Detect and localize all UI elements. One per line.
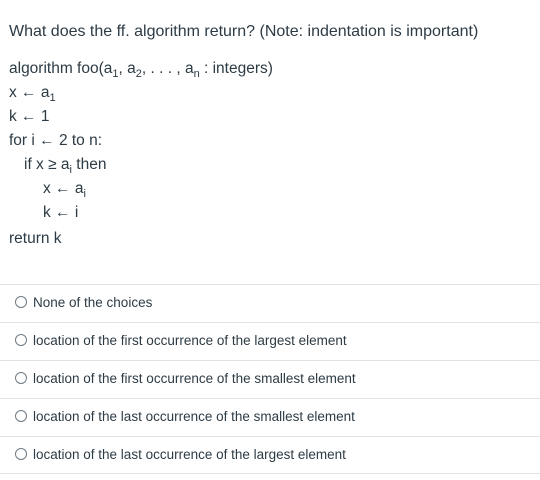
radio-button[interactable]	[15, 372, 27, 384]
subscript-1: 1	[112, 68, 119, 81]
answer-label: location of the last occurrence of the largest element	[33, 447, 346, 462]
subscript-2: 2	[135, 68, 142, 81]
answer-option-first-largest[interactable]	[0, 322, 540, 360]
code-line-if	[24, 155, 106, 175]
radio-button[interactable]	[15, 296, 27, 308]
answer-label: location of the last occurrence of the smallest element	[33, 409, 355, 424]
answer-option-none[interactable]	[0, 284, 540, 322]
answer-option-last-largest[interactable]	[0, 436, 540, 474]
code-line-x-assign-ai	[43, 179, 86, 199]
code-line-for: for i ← 2 to n:	[9, 132, 103, 149]
subscript: i	[83, 188, 86, 201]
answer-list	[0, 284, 540, 474]
code-line-x-assign-a1	[9, 83, 56, 103]
question-title: What does the ff. algorithm return? (Note: indentation is important)	[9, 23, 479, 40]
code-text: x ← a	[43, 180, 84, 197]
code-line-k-assign-i: k ← i	[43, 204, 79, 221]
code-text-then: then	[72, 156, 107, 173]
separator-2: , . . . , a	[141, 60, 194, 77]
answer-option-first-smallest[interactable]	[0, 360, 540, 398]
code-line-k-assign-1: k ← 1	[9, 108, 50, 125]
answer-label: location of the first occurrence of the largest element	[33, 333, 347, 348]
subscript: i	[69, 164, 72, 177]
code-text: if x ≥ a	[24, 156, 70, 173]
code-text: x ← a	[9, 84, 50, 101]
subscript: 1	[49, 92, 56, 105]
code-line-return: return k	[9, 230, 62, 247]
answer-label: None of the choices	[33, 295, 153, 310]
radio-button[interactable]	[15, 334, 27, 346]
algorithm-header-prefix: algorithm foo(a	[9, 60, 113, 77]
algorithm-header-suffix: : integers)	[199, 60, 273, 77]
answer-option-last-smallest[interactable]	[0, 398, 540, 436]
separator-1: , a	[118, 60, 136, 77]
subscript-n: n	[193, 68, 200, 81]
radio-button[interactable]	[15, 410, 27, 422]
algorithm-header	[9, 59, 273, 79]
answer-label: location of the first occurrence of the smallest element	[33, 371, 356, 386]
radio-button[interactable]	[15, 448, 27, 460]
